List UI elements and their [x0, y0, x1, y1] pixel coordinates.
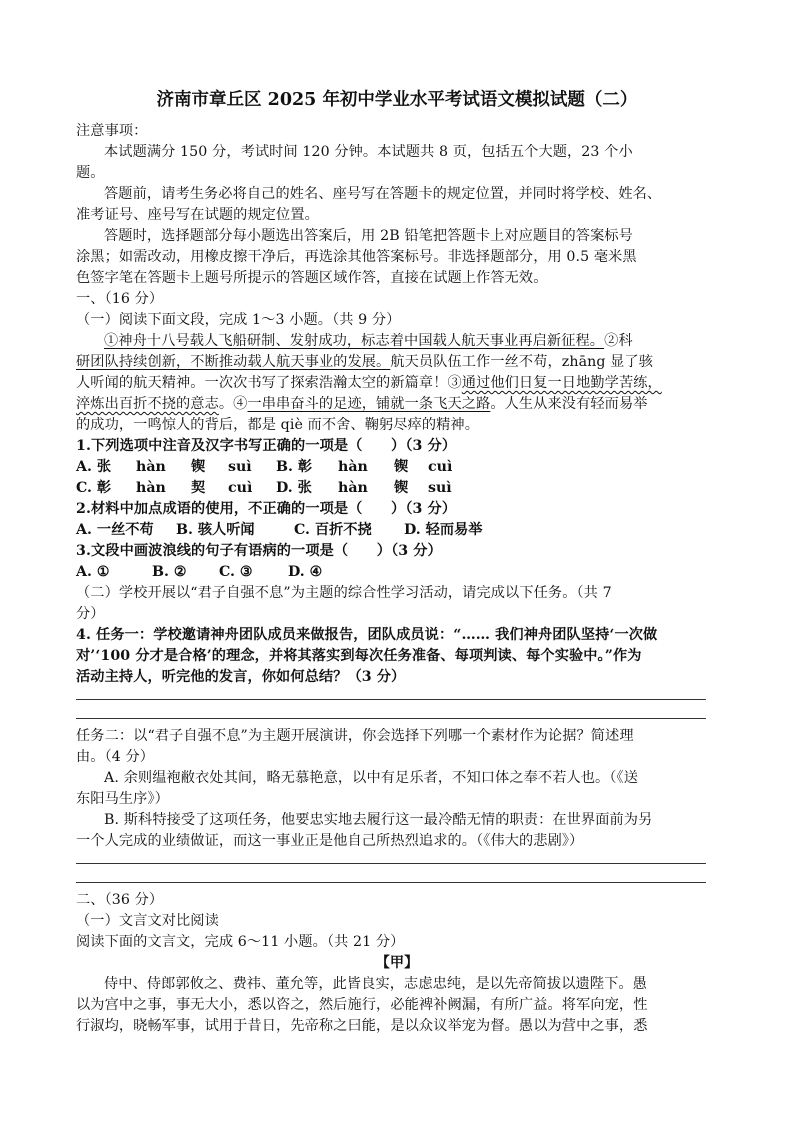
option-a[interactable]: A. 张	[76, 459, 112, 475]
sentence-3-cont: 淬炼出百折不挠的意志	[76, 396, 219, 412]
option-b[interactable]: B. ②	[152, 564, 187, 580]
option-a[interactable]: A. 一丝不苟	[76, 522, 154, 538]
material-a: A. 余则缊袍敝衣处其间，略无慕艳意，以中有足乐者，不知口体之奉不若人也。（《送	[104, 770, 639, 786]
character: 锲	[191, 459, 206, 475]
material-b: 一个人完成的业绩做证，而这一事业正是他自己所热烈追求的。（《伟大的悲剧》）	[76, 833, 584, 849]
answer-line[interactable]	[76, 882, 706, 883]
pinyin: cuì	[228, 480, 253, 496]
pinyin: hàn	[136, 459, 166, 475]
notice-text: 本试题满分 150 分，考试时间 120 分钟。本试题共 8 页，包括五个大题，23 个小	[104, 144, 633, 160]
classical-text: 以为宫中之事，事无大小，悉以咨之，然后施行，必能裨补阙漏，有所广益。将军向宠，性	[76, 997, 648, 1013]
notice-text: 涂黑；如需改动，用橡皮擦干净后，再选涂其他答案标号。非选择题部分，用 0.5 毫米黑	[76, 249, 637, 265]
notice-text: 题。	[76, 165, 105, 181]
task-2: 由。（4 分）	[76, 749, 155, 765]
answer-line[interactable]	[76, 718, 706, 719]
option-c[interactable]: C. ③	[219, 564, 253, 580]
material-b: B. 斯科特接受了这项任务，他要忠实地去履行这一最冷酷无情的职责：在世界面前为另	[104, 812, 653, 828]
option-b[interactable]: B. 骇人听闻	[176, 522, 255, 538]
task-2: 任务二：以“君子自强不息”为主题开展演讲，你会选择下列哪一个素材作为论据？简述理	[76, 728, 634, 744]
subsection-heading: （一）阅读下面文段，完成 1～3 小题。（共 9 分）	[76, 312, 401, 328]
section-heading: 一、（16 分）	[76, 291, 164, 307]
option-c[interactable]: C. 彰	[76, 480, 112, 496]
passage-line: 的成功，一鸣惊人的背后，都是 qiè 而不舍、鞠躬尽瘁的精神。	[76, 417, 480, 433]
sentence-1: ①神舟十八号载人飞船研制、发射成功，标志着中国载人航天事业再启新征程。	[104, 333, 605, 349]
passage-line	[76, 394, 726, 415]
classical-text: 行淑均，晓畅军事，试用于昔日，先帝称之曰能，是以众议举宠为督。愚以为营中之事，悉	[76, 1018, 648, 1034]
passage-text: 人听闻的航天精神。一次次书写了探索浩瀚太空的新篇章！	[76, 375, 448, 391]
text-label-jia: 【甲】	[375, 955, 419, 971]
question-3-stem: 3.文段中画波浪线的句子有语病的一项是（ ）（3 分）	[76, 543, 442, 559]
question-2-stem: 2.材料中加点成语的使用，不正确的一项是（ ）（3 分）	[76, 501, 457, 517]
pinyin: hàn	[338, 459, 368, 475]
notice-heading: 注意事项：	[76, 123, 148, 139]
notice-text: 答题前，请考生务必将自己的姓名、座号写在答题卡的规定位置，并同时将学校、姓名、	[104, 186, 662, 202]
subsection-heading-cont: 分）	[76, 606, 105, 622]
passage-text: 。人生从来没有轻而易举	[490, 396, 648, 412]
notice-text: 准考证号、座号写在试题的规定位置。	[76, 207, 319, 223]
question-4: 活动主持人，听完他的发言，你如何总结？（3 分）	[76, 669, 406, 685]
question-4: 4. 任务一：学校邀请神舟团队成员来做报告，团队成员说：“…… 我们神舟团队坚持‘一次做	[76, 627, 658, 643]
question-4: 对’‘100 分才是合格’的理念，并将其落实到每次任务准备、每项判读、每个实验中。”作为	[76, 648, 642, 664]
passage-text: 航天员队伍工作一丝不苟，zhāng 显了骇	[390, 354, 654, 370]
character: 锲	[394, 480, 409, 496]
classical-text: 侍中、侍郎郭攸之、费祎、董允等，此皆良实，志虑忠纯，是以先帝简拔以遗陛下。愚	[104, 976, 647, 992]
notice-text: 色签字笔在答题卡上题号所提示的答题区域作答，直接在试题上作答无效。	[76, 270, 548, 286]
instruction: 阅读下面的文言文，完成 6～11 小题。（共 21 分）	[76, 934, 405, 950]
answer-line[interactable]	[76, 699, 706, 700]
answer-line[interactable]	[76, 863, 706, 864]
page-title: 济南市章丘区 2025 年初中学业水平考试语文模拟试题（二）	[156, 90, 638, 110]
section-heading: 二、（36 分）	[76, 892, 164, 908]
option-d[interactable]: D. 张	[276, 480, 312, 496]
passage-line	[76, 352, 726, 373]
material-a: 东阳马生序》）	[76, 791, 169, 807]
option-a[interactable]: A. ①	[76, 564, 110, 580]
subsection-heading: （一）文言文对比阅读	[76, 913, 219, 929]
pinyin: suì	[228, 459, 252, 475]
pinyin: hàn	[338, 480, 368, 496]
option-b[interactable]: B. 彰	[276, 459, 313, 475]
sentence-2: 研团队持续创新，不断推动载人航天事业的发展。	[76, 354, 391, 370]
option-d[interactable]: D. ④	[288, 564, 323, 580]
pinyin: hàn	[136, 480, 166, 496]
pinyin: suì	[428, 480, 452, 496]
subsection-heading: （二）学校开展以“君子自强不息”为主题的综合性学习活动，请完成以下任务。（共 7	[76, 585, 612, 601]
question-1-stem: 1.下列选项中注音及汉字书写正确的一项是（ ）（3 分）	[76, 438, 457, 454]
option-c[interactable]: C. 百折不挠	[294, 522, 372, 538]
sentence-marker: ③	[447, 375, 462, 391]
character: 锲	[394, 459, 409, 475]
passage-line	[104, 331, 726, 352]
sentence-marker: ②科	[604, 333, 633, 349]
option-d[interactable]: D. 轻而易举	[404, 522, 483, 538]
character: 契	[191, 480, 206, 496]
passage-line	[76, 373, 726, 394]
sentence-4: 一串串奋斗的足迹，铺就一条飞天之路	[247, 396, 491, 412]
notice-text: 答题时，选择题部分每小题选出答案后，用 2B 铅笔把答题卡上对应题目的答案标号	[104, 228, 633, 244]
pinyin: cuì	[428, 459, 453, 475]
sentence-3: 通过他们日复一日地勤学苦练，	[461, 375, 662, 391]
sentence-marker: 。④	[218, 396, 248, 412]
